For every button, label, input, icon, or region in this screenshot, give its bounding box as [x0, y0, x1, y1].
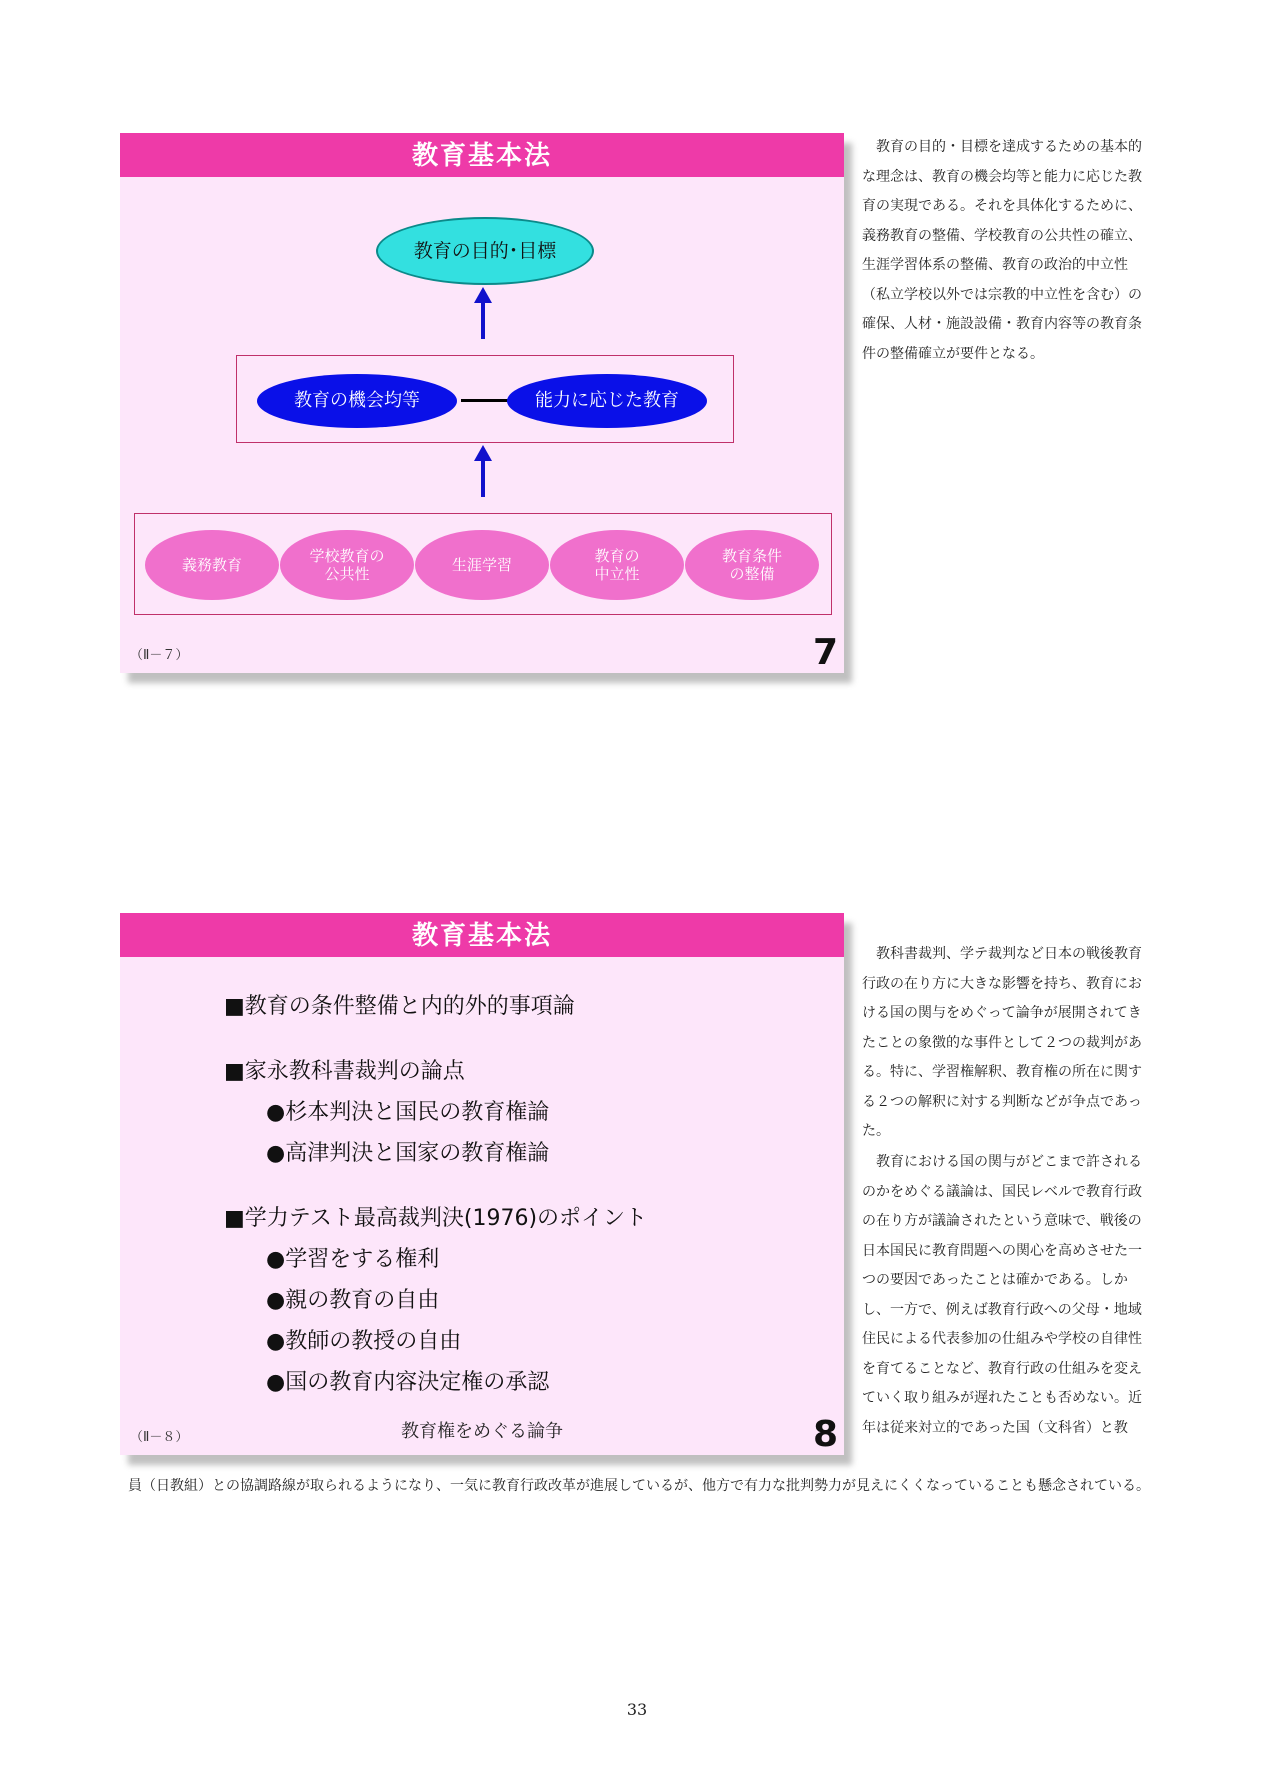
list-heading: ■教育の条件整備と内的外的事項論 [224, 994, 575, 1019]
requirement-ellipse: 学校教育の 公共性 [280, 530, 414, 600]
goal-ellipse: 教育の目的･目標 [376, 217, 594, 285]
requirement-ellipse: 生涯学習 [415, 530, 549, 600]
requirement-ellipse: 教育の 中立性 [550, 530, 684, 600]
list-subitem: ●親の教育の自由 [266, 1288, 440, 1313]
requirement-ellipse: 義務教育 [145, 530, 279, 600]
slide-7 [120, 133, 844, 673]
list-subitem: ●杉本判決と国民の教育権論 [266, 1100, 550, 1125]
connector-line [461, 399, 509, 402]
slide-8-commentary: 教育における国の関与がどこまで許されるのかをめぐる議論は、国民レベルで教育行政の在り方が議論されたという意味で、戦後の日本国民に教育問題への関心を高めさせた一つの要因であったことは確かである。しかし、一方で、例えば教育行政への父母・地域住民による代表参加の仕組みや学校の自律性を育てることなど、教育行政の仕組みを変えていく取り組みが遅れたことも否めない。近年は従来対立的であった国（文科省）と教 [862, 1154, 1142, 1436]
slide-code: （Ⅱ－８） [130, 1430, 189, 1445]
slide-code: （Ⅱ－７） [130, 648, 189, 663]
requirement-ellipse: 教育条件 の整備 [685, 530, 819, 600]
page-number: 33 [626, 1700, 648, 1719]
slide-8-commentary: 教科書裁判、学テ裁判など日本の戦後教育行政の在り方に大きな影響を持ち、教育における国の関与をめぐって論争が展開されてきたことの象徴的な事件として２つの裁判がある。特に、学習権解釈、教育権の所在に関する２つの解釈に対する判断などが争点であった。 [862, 946, 1142, 1139]
up-arrow-icon [481, 459, 485, 497]
list-subitem: ●教師の教授の自由 [266, 1329, 462, 1354]
list-subitem: ●国の教育内容決定権の承認 [266, 1370, 550, 1395]
list-subitem: ●高津判決と国家の教育権論 [266, 1141, 550, 1166]
slide-footer: 教育権をめぐる論争 [401, 1421, 563, 1442]
principles-box [236, 355, 734, 443]
commentary-continuation: 員（日教組）との協調路線が取られるようになり、一気に教育行政改革が進展しているが、他方で有力な批判勢力が見えにくくなっていることも懸念されている。 [128, 1478, 1150, 1494]
slide-7-commentary: 教育の目的・目標を達成するための基本的な理念は、教育の機会均等と能力に応じた教育の実現である。それを具体化するために、義務教育の整備、学校教育の公共性の確立、生涯学習体系の整備、教育の政治的中立性（私立学校以外では宗教的中立性を含む）の確保、人材・施設設備・教育内容等の教育条件の整備確立が要件となる。 [862, 139, 1142, 362]
slide-8 [120, 913, 844, 1455]
slide-title: 教育基本法 [120, 133, 844, 177]
list-heading: ■家永教科書裁判の論点 [224, 1059, 465, 1084]
up-arrow-icon [481, 301, 485, 339]
equal-opportunity-ellipse: 教育の機会均等 [257, 374, 457, 428]
ability-education-ellipse: 能力に応じた教育 [507, 374, 707, 428]
slide-number: 8 [812, 1414, 838, 1455]
topic-list [224, 989, 647, 1396]
slide-title: 教育基本法 [120, 913, 844, 957]
requirements-box [134, 513, 832, 615]
slide-number: 7 [812, 632, 838, 673]
list-subitem: ●学習をする権利 [266, 1247, 440, 1272]
list-heading: ■学力テスト最高裁判決(1976)のポイント [224, 1206, 648, 1231]
